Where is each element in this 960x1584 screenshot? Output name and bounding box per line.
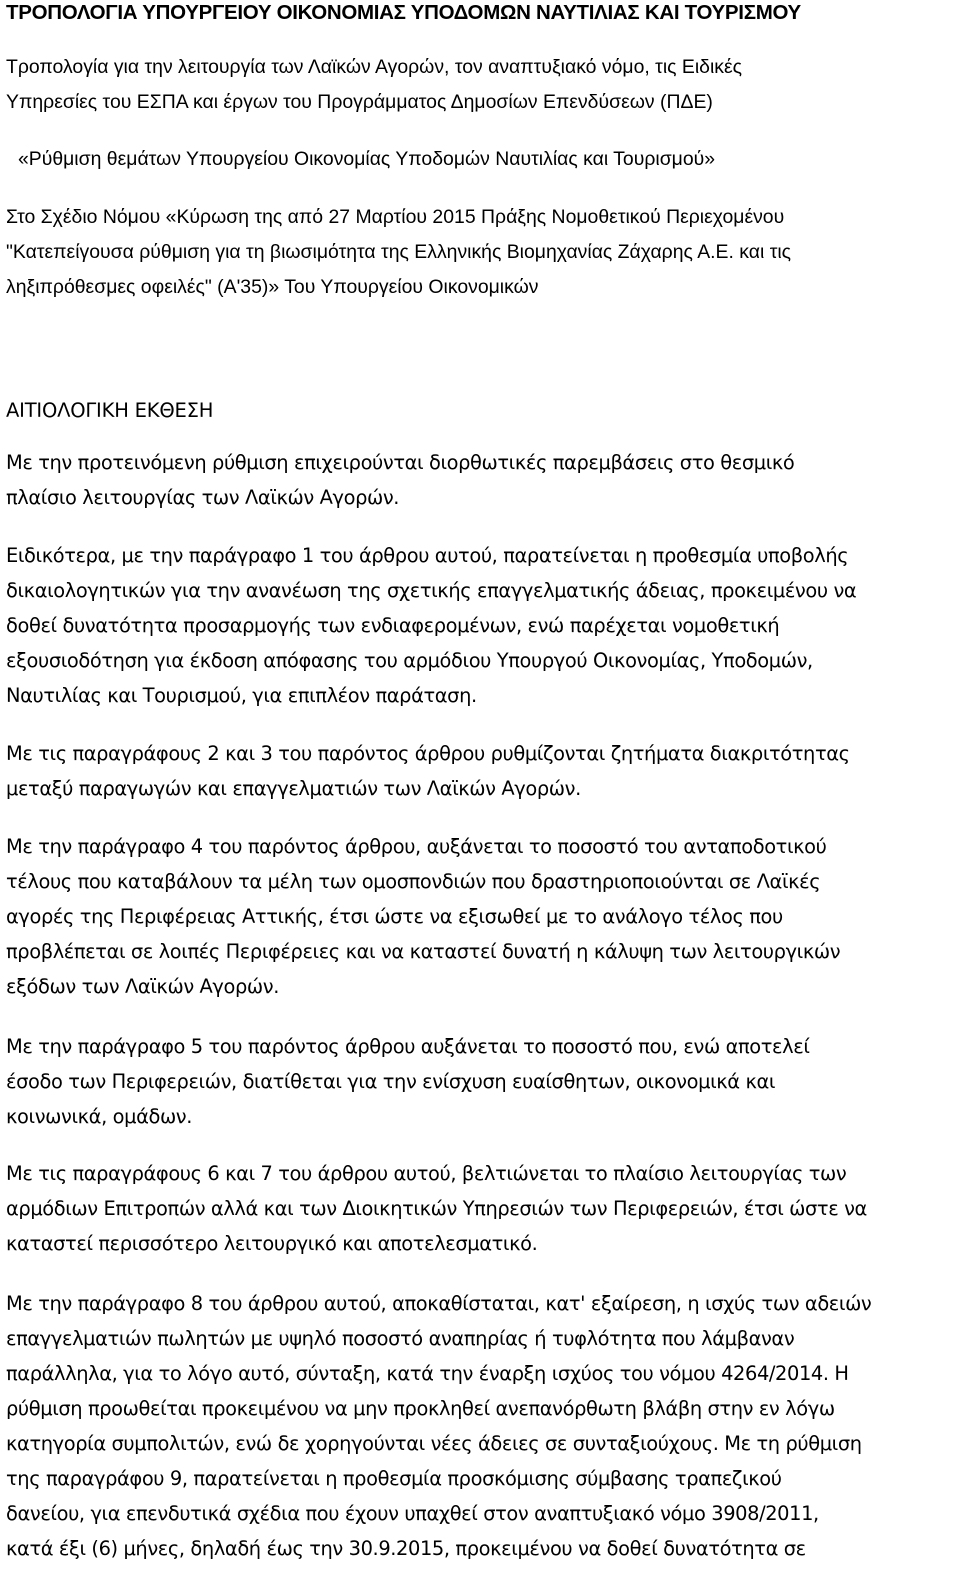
text-line: κατηγορία συμπολιτών, ενώ δε χορηγούνται νέες άδειες σε συνταξιούχους. Με τη ρύθμιση [6,1432,862,1455]
text-line: προβλέπεται σε λοιπές Περιφέρειες και να καταστεί δυνατή η κάλυψη των λειτουργικών [6,940,841,963]
text-line: Με την παράγραφο 5 του παρόντος άρθρου αυξάνεται το ποσοστό που, ενώ αποτελεί [6,1035,810,1058]
text-line: εξουσιοδότηση για έκδοση απόφασης του αρμόδιου Υπουργού Οικονομίας, Υποδομών, [6,649,813,672]
text-line: Με τις παραγράφους 6 και 7 του άρθρου αυτού, βελτιώνεται το πλαίσιο λειτουργίας των [6,1162,847,1185]
text-line: παράλληλα, για το λόγο αυτό, σύνταξη, κατά την έναρξη ισχύος του νόμου 4264/2014. Η [6,1362,849,1385]
text-line: Ειδικότερα, με την παράγραφο 1 του άρθρου αυτού, παρατείνεται η προθεσμία υποβολής [6,544,849,567]
text-line: έσοδο των Περιφερειών, διατίθεται για την ενίσχυση ευαίσθητων, οικονομικά και [6,1070,776,1093]
body-paragraph [6,445,956,515]
text-line: "Κατεπείγουσα ρύθμιση για τη βιωσιμότητα της Ελληνικής Βιομηχανίας Ζάχαρης Α.Ε. και τις [6,241,792,263]
text-line: Ναυτιλίας και Τουρισμού, για επιπλέον παράταση. [6,684,477,707]
body-paragraph [6,538,956,713]
text-line: επαγγελματιών πωλητών με υψηλό ποσοστό αναπηρίας ή τυφλότητα που λάμβαναν [6,1327,795,1350]
text-line: κατά έξι (6) μήνες, δηλαδή έως την 30.9.2015, προκειμένου να δοθεί δυνατότητα σε [6,1537,806,1560]
text-line: Με την παράγραφο 4 του παρόντος άρθρου, αυξάνεται το ποσοστό του ανταποδοτικού [6,835,827,858]
text-line: πλαίσιο λειτουργίας των Λαϊκών Αγορών. [6,486,400,509]
text-line: Με την παράγραφο 8 του άρθρου αυτού, αποκαθίσταται, κατ' εξαίρεση, η ισχύς των αδειών [6,1292,872,1315]
text-line: αρμόδιων Επιτροπών αλλά και των Διοικητικών Υπηρεσιών των Περιφερειών, έτσι ώστε να [6,1197,867,1220]
section-heading: ΑΙΤΙΟΛΟΓΙΚΗ ΕΚΘΕΣΗ [6,399,214,422]
text-line: κοινωνικά, ομάδων. [6,1105,193,1128]
text-line: «Ρύθμιση θεμάτων Υπουργείου Οικονομίας Υποδομών Ναυτιλίας και Τουρισμού» [17,148,716,170]
text-line: Με την προτεινόμενη ρύθμιση επιχειρούνται διορθωτικές παρεμβάσεις στο θεσμικό [6,451,795,474]
text-line: τέλους που καταβάλουν τα μέλη των ομοσπονδιών που δραστηριοποιούνται σε Λαϊκές [6,870,821,893]
text-line: Στο Σχέδιο Νόμου «Κύρωση της από 27 Μαρτίου 2015 Πράξης Νομοθετικού Περιεχομένου [6,206,785,228]
body-paragraph [6,1029,956,1134]
body-paragraph [6,1286,956,1566]
text-line: ληξιπρόθεσμες οφειλές" (Α'35)» Του Υπουργείου Οικονομικών [6,276,539,298]
text-line: δοθεί δυνατότητα προσαρμογής των ενδιαφερομένων, ενώ παρέχεται νομοθετική [6,614,780,637]
text-line: Τροπολογία για την λειτουργία των Λαϊκών Αγορών, τον αναπτυξιακό νόμο, τις Ειδικές [6,56,743,78]
text-line: της παραγράφου 9, παρατείνεται η προθεσμία προσκόμισης σύμβασης τραπεζικού [6,1467,782,1490]
text-line: μεταξύ παραγωγών και επαγγελματιών των Λαϊκών Αγορών. [6,777,581,800]
body-paragraph [6,736,956,806]
document-title: ΤΡΟΠΟΛΟΓΙΑ ΥΠΟΥΡΓΕΙΟΥ ΟΙΚΟΝΟΜΙΑΣ ΥΠΟΔΟΜΩΝ ΝΑΥΤΙΛΙΑΣ ΚΑΙ ΤΟΥΡΙΣΜΟΥ [6,1,801,24]
text-line: αγορές της Περιφέρειας Αττικής, έτσι ώστε να εξισωθεί με το ανάλογο τέλος που [6,905,783,928]
text-line: εξόδων των Λαϊκών Αγορών. [6,975,280,998]
body-paragraph [6,1156,956,1261]
text-line: Με τις παραγράφους 2 και 3 του παρόντος άρθρου ρυθμίζονται ζητήματα διακριτότητας [6,742,850,765]
intro-paragraph-3 [6,200,956,305]
text-line: καταστεί περισσότερο λειτουργικό και αποτελεσματικό. [6,1232,538,1255]
body-paragraph [6,829,956,1004]
text-line: ρύθμιση προωθείται προκειμένου να μην προκληθεί ανεπανόρθωτη βλάβη στην εν λόγω [6,1397,835,1420]
intro-paragraph-1 [6,50,956,120]
text-line: δανείου, για επενδυτικά σχέδια που έχουν υπαχθεί στον αναπτυξιακό νόμο 3908/2011, [6,1502,819,1525]
intro-paragraph-2 [6,142,956,177]
text-line: Υπηρεσίες του ΕΣΠΑ και έργων του Προγράμματος Δημοσίων Επενδύσεων (ΠΔΕ) [6,91,713,113]
text-line: δικαιολογητικών για την ανανέωση της σχετικής επαγγελματικής άδειας, προκειμένου να [6,579,857,602]
